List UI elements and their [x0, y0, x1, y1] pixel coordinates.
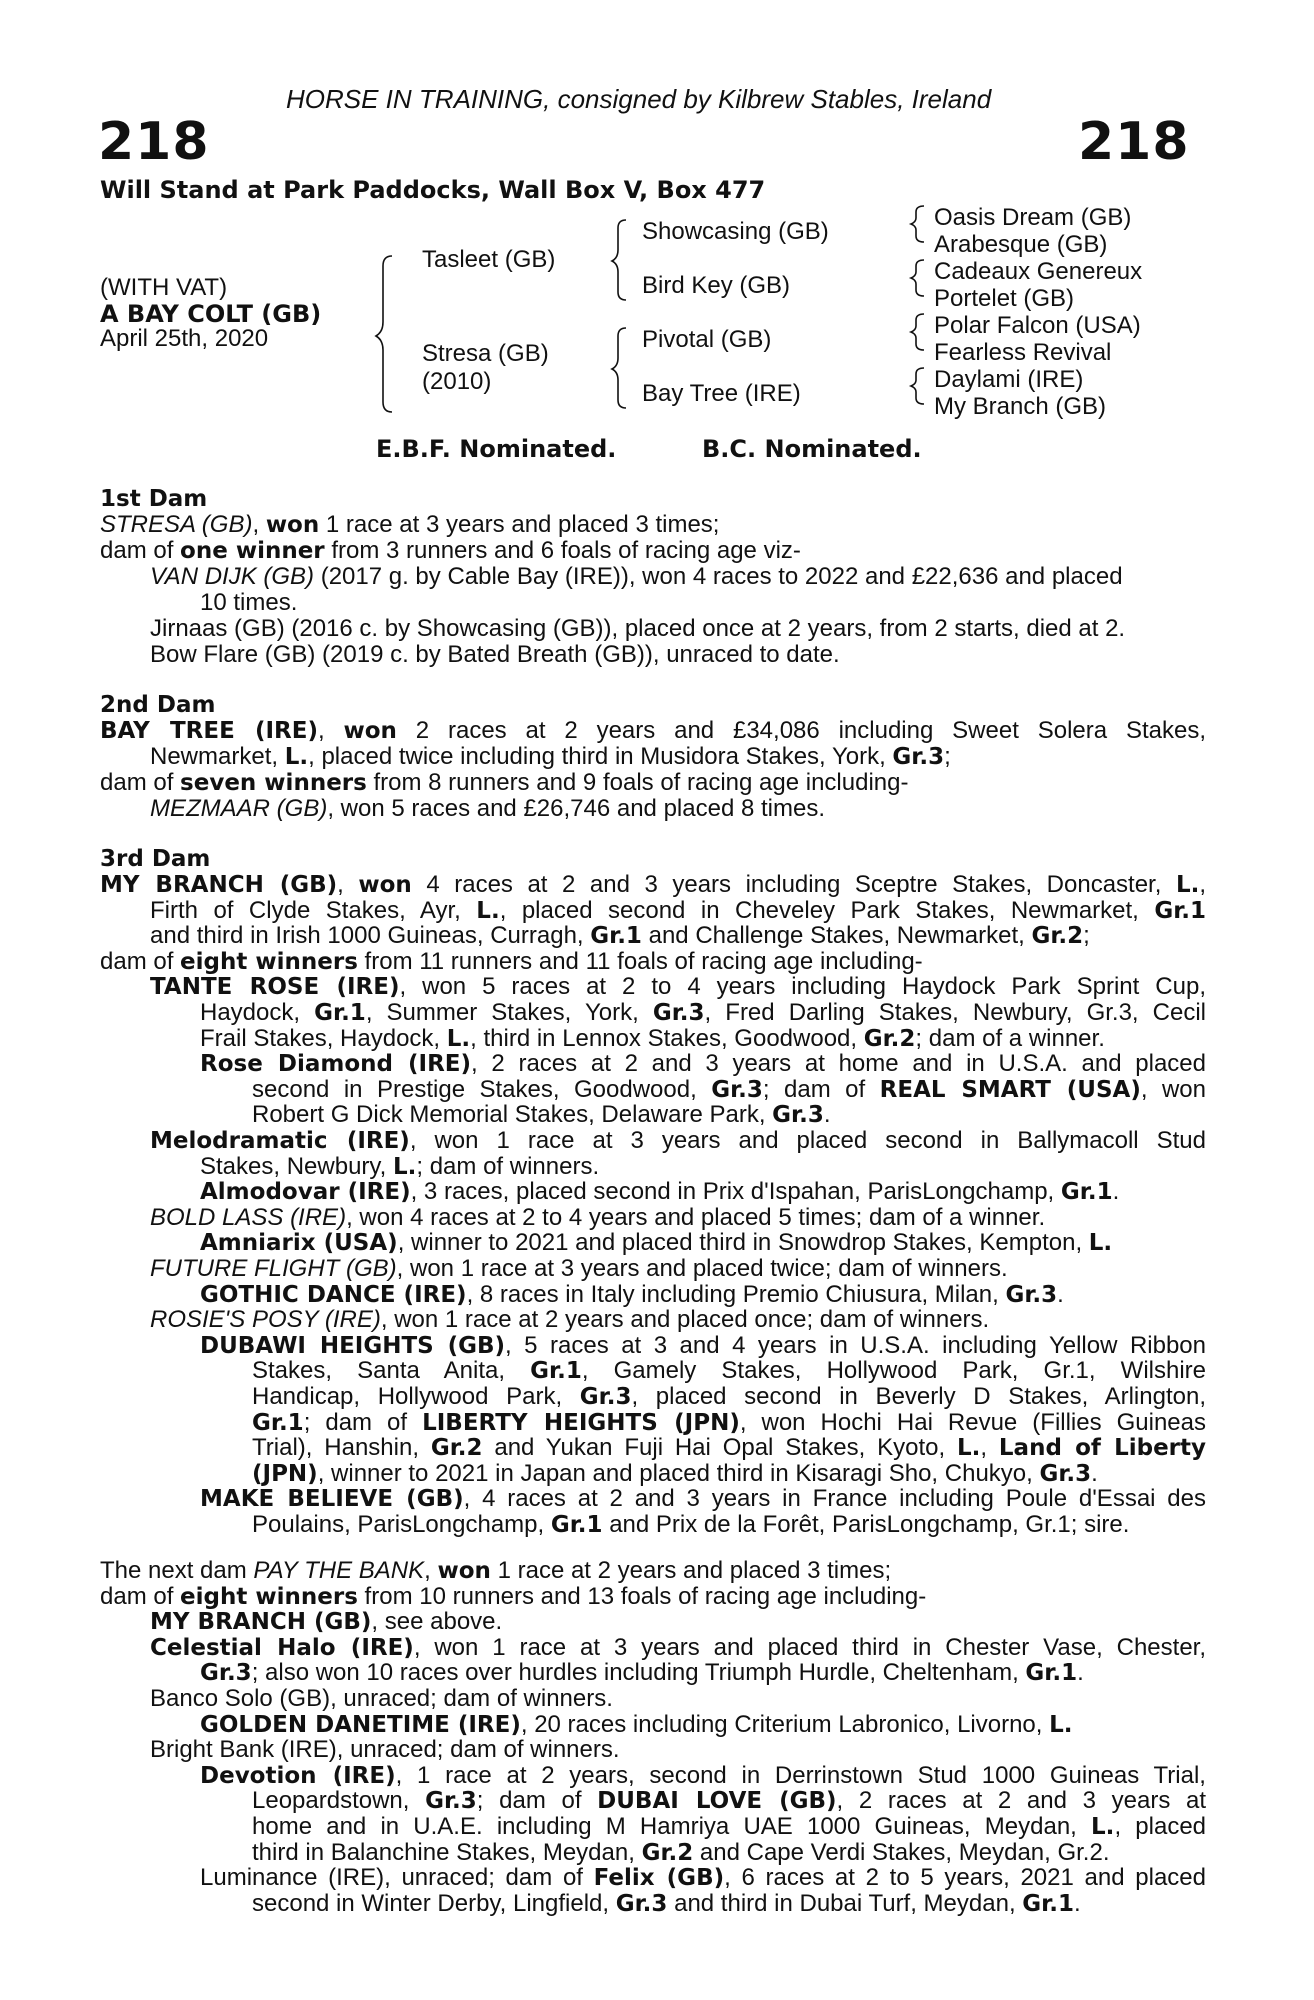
next-dam-line-14: second in Winter Derby, Lingfield, Gr.3 and third in Dubai Turf, Meydan, Gr.1.	[252, 1889, 1081, 1917]
third-dam-line-4: dam of eight winners from 11 runners and 11 foals of racing age including-	[100, 947, 923, 975]
third-dam-line-21: Handicap, Hollywood Park, Gr.3, placed second in Beverly D Stakes, Arlington,	[252, 1383, 1206, 1410]
lot-number-right: 218	[1078, 112, 1190, 172]
pedigree-dam-year: (2010)	[422, 368, 492, 395]
next-dam-line-8: Bright Bank (IRE), unraced; dam of winners.	[150, 1736, 620, 1764]
third-dam-line-23: Trial), Hanshin, Gr.2 and Yukan Fuji Hai Opal Stakes, Kyoto, L., Land of Liberty	[252, 1434, 1207, 1462]
third-dam-line-26: Poulains, ParisLongchamp, Gr.1 and Prix de la Forêt, ParisLongchamp, Gr.1; sire.	[252, 1511, 1130, 1538]
second-dam-line2: Newmarket, L., placed twice including third in Musidora Stakes, York, Gr.3;	[150, 743, 951, 770]
next-dam-line-7: GOLDEN DANETIME (IRE), 20 races including Criterium Labronico, Livorno, L.	[200, 1710, 1073, 1738]
third-dam-line-13: Almodovar (IRE), 3 races, placed second in Prix d'Ispahan, ParisLongchamp, Gr.1.	[200, 1178, 1120, 1206]
third-dam-line-9: second in Prestige Stakes, Goodwood, Gr.3; dam of REAL SMART (USA), won	[252, 1075, 1207, 1103]
first-dam-heading: 1st Dam	[100, 486, 208, 512]
lot-number-left: 218	[98, 112, 210, 172]
third-dam-line-11: Melodramatic (IRE), won 1 race at 3 years and placed second in Ballymacoll Stud	[150, 1127, 1206, 1154]
third-dam-line-16: FUTURE FLIGHT (GB), won 1 race at 3 years and placed twice; dam of winners.	[150, 1255, 1008, 1282]
first-dam-line5: Jirnaas (GB) (2016 c. by Showcasing (GB)), placed once at 2 years, from 2 starts, died at 2.	[150, 615, 1126, 642]
next-dam-line-12: third in Balanchine Stakes, Meydan, Gr.2 and Cape Verdi Stakes, Meydan, Gr.2.	[252, 1838, 1110, 1866]
first-dam-line1: STRESA (GB), won 1 race at 3 years and placed 3 times;	[100, 511, 720, 538]
third-dam-line-5: TANTE ROSE (IRE), won 5 races at 2 to 4 years including Haydock Park Sprint Cup,	[150, 973, 1206, 1001]
third-dam-line-7: Frail Stakes, Haydock, L., third in Lennox Stakes, Goodwood, Gr.2; dam of a winner.	[200, 1024, 1105, 1052]
next-dam-line-13: Luminance (IRE), unraced; dam of Felix (GB), 6 races at 2 to 5 years, 2021 and placed	[200, 1864, 1207, 1892]
stand-location: Will Stand at Park Paddocks, Wall Box V, Box 477	[100, 176, 766, 204]
third-dam-line-20: Stakes, Santa Anita, Gr.1, Gamely Stakes, Hollywood Park, Gr.1, Wilshire	[252, 1357, 1207, 1385]
second-dam-line4: MEZMAAR (GB), won 5 races and £26,746 and placed 8 times.	[150, 795, 825, 822]
third-dam-line-3: and third in Irish 1000 Guineas, Curragh, Gr.1 and Challenge Stakes, Newmarket, Gr.2;	[150, 922, 1090, 950]
pedigree-gen3-4: Portelet (GB)	[934, 285, 1075, 312]
pedigree-gen3-2: Arabesque (GB)	[934, 231, 1108, 258]
first-dam-line4: 10 times.	[200, 589, 298, 616]
first-dam-line3: VAN DIJK (GB) (2017 g. by Cable Bay (IRE)), won 4 races to 2022 and £22,636 and placed	[150, 563, 1123, 590]
ebf-nominated: E.B.F. Nominated.	[376, 435, 617, 463]
first-dam-line6: Bow Flare (GB) (2019 c. by Bated Breath (GB)), unraced to date.	[150, 641, 840, 668]
third-dam-line-14: BOLD LASS (IRE), won 4 races at 2 to 4 years and placed 5 times; dam of a winner.	[150, 1203, 1046, 1231]
third-dam-line-8: Rose Diamond (IRE), 2 races at 2 and 3 years at home and in U.S.A. and placed	[200, 1050, 1207, 1078]
third-dam-heading: 3rd Dam	[100, 846, 211, 872]
second-dam-heading: 2nd Dam	[100, 692, 216, 718]
third-dam-line-22: Gr.1; dam of LIBERTY HEIGHTS (JPN), won Hochi Hai Revue (Fillies Guineas	[252, 1408, 1207, 1436]
next-dam-line-10: Leopardstown, Gr.3; dam of DUBAI LOVE (GB), 2 races at 2 and 3 years at	[252, 1787, 1207, 1815]
pedigree-dam: Stresa (GB)	[422, 340, 549, 367]
next-dam-line-3: MY BRANCH (GB), see above.	[150, 1608, 503, 1636]
horse-name: A BAY COLT (GB)	[100, 300, 322, 328]
pedigree-gen3-6: Fearless Revival	[934, 339, 1112, 366]
vat-note: (WITH VAT)	[100, 274, 228, 301]
next-dam-line-9: Devotion (IRE), 1 race at 2 years, second in Derrinstown Stud 1000 Guineas Trial,	[200, 1761, 1206, 1789]
third-dam-line-10: Robert G Dick Memorial Stakes, Delaware Park, Gr.3.	[252, 1101, 831, 1129]
bc-nominated: B.C. Nominated.	[702, 435, 922, 463]
third-dam-line-15: Amniarix (USA), winner to 2021 and placed third in Snowdrop Stakes, Kempton, L.	[200, 1229, 1113, 1257]
third-dam-line-25: MAKE BELIEVE (GB), 4 races at 2 and 3 years in France including Poule d'Essai des	[200, 1485, 1206, 1513]
first-dam-line2: dam of one winner from 3 runners and 6 foals of racing age viz-	[100, 537, 801, 564]
third-dam-line-1: MY BRANCH (GB), won 4 races at 2 and 3 years including Sceptre Stakes, Doncaster, L.,	[100, 871, 1207, 898]
pedigree-gen3-1: Oasis Dream (GB)	[934, 204, 1132, 231]
next-dam-line-5: Gr.3; also won 10 races over hurdles including Triumph Hurdle, Cheltenham, Gr.1.	[200, 1659, 1084, 1687]
pedigree-sire-sire: Showcasing (GB)	[642, 218, 829, 245]
next-dam-line-11: home and in U.A.E. including M Hamriya UAE 1000 Guineas, Meydan, L., placed	[252, 1813, 1207, 1840]
third-dam-line-17: GOTHIC DANCE (IRE), 8 races in Italy including Premio Chiusura, Milan, Gr.3.	[200, 1280, 1064, 1308]
pedigree-gen3-5: Polar Falcon (USA)	[934, 312, 1141, 339]
third-dam-line-19: DUBAWI HEIGHTS (GB), 5 races at 3 and 4 years in U.S.A. including Yellow Ribbon	[200, 1331, 1206, 1359]
third-dam-line-24: (JPN), winner to 2021 in Japan and placed third in Kisaragi Sho, Chukyo, Gr.3.	[252, 1459, 1098, 1487]
next-dam-line-1: The next dam PAY THE BANK, won 1 race at 2 years and placed 3 times;	[100, 1557, 892, 1584]
third-dam-line-6: Haydock, Gr.1, Summer Stakes, York, Gr.3, Fred Darling Stakes, Newbury, Gr.3, Cecil	[200, 999, 1207, 1026]
third-dam-line-12: Stakes, Newbury, L.; dam of winners.	[200, 1152, 600, 1180]
second-dam-line3: dam of seven winners from 8 runners and 9 foals of racing age including-	[100, 769, 909, 796]
next-dam-line-6: Banco Solo (GB), unraced; dam of winners.	[150, 1685, 613, 1712]
pedigree-gen3-8: My Branch (GB)	[934, 393, 1107, 420]
consignor-line: HORSE IN TRAINING, consigned by Kilbrew Stables, Ireland	[286, 84, 992, 114]
pedigree-sire-dam: Bird Key (GB)	[642, 272, 791, 299]
pedigree-gen3-3: Cadeaux Genereux	[934, 258, 1143, 285]
horse-dob: April 25th, 2020	[100, 325, 269, 352]
pedigree-sire: Tasleet (GB)	[422, 246, 556, 273]
next-dam-line-4: Celestial Halo (IRE), won 1 race at 3 years and placed third in Chester Vase, Chester,	[150, 1633, 1207, 1661]
third-dam-line-18: ROSIE'S POSY (IRE), won 1 race at 2 years and placed once; dam of winners.	[150, 1306, 990, 1334]
pedigree-gen3-7: Daylami (IRE)	[934, 366, 1084, 393]
next-dam-line-2: dam of eight winners from 10 runners and 13 foals of racing age including-	[100, 1582, 927, 1610]
pedigree-dam-dam: Bay Tree (IRE)	[642, 380, 801, 407]
third-dam-line-2: Firth of Clyde Stakes, Ayr, L., placed second in Cheveley Park Stakes, Newmarket, Gr.1	[150, 896, 1206, 924]
second-dam-line1: BAY TREE (IRE), won 2 races at 2 years and £34,086 including Sweet Solera Stakes,	[100, 717, 1206, 744]
pedigree-dam-sire: Pivotal (GB)	[642, 326, 772, 353]
